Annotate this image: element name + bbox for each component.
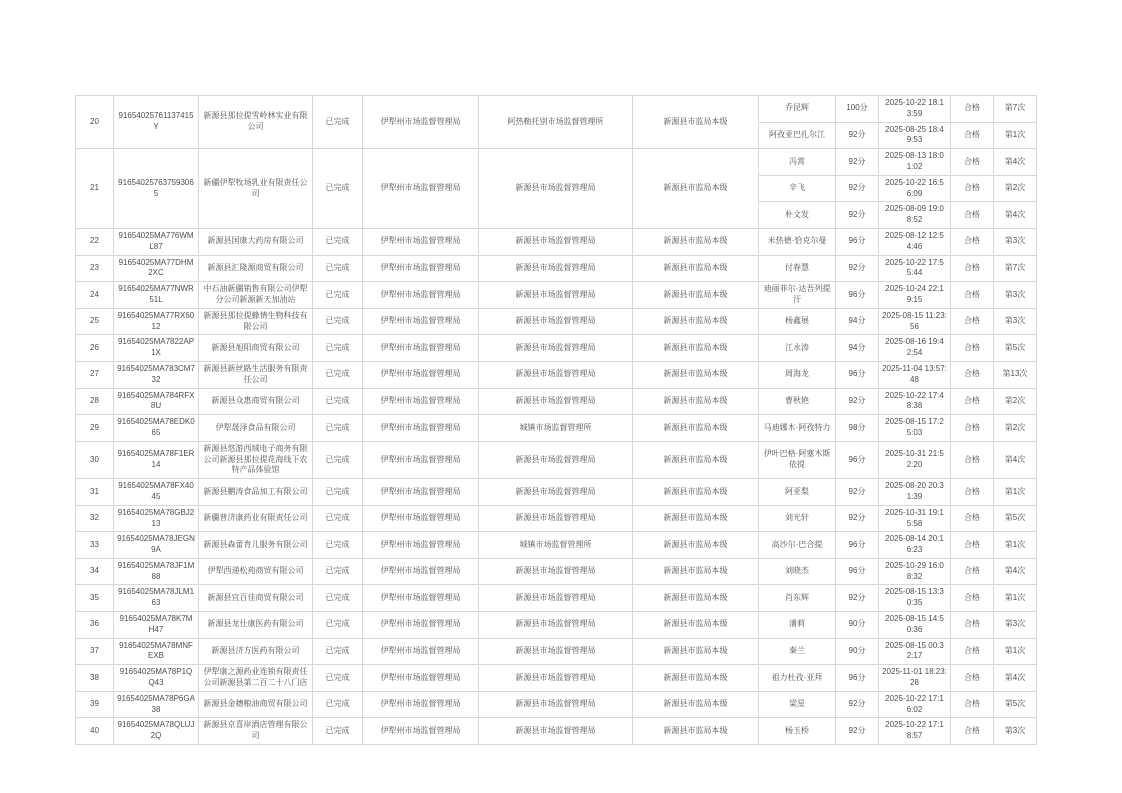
datetime-cell: 2025-11-01 18:23:28 <box>879 665 951 692</box>
status-cell: 已完成 <box>313 255 363 282</box>
datetime-cell: 2025-11-04 13:57:48 <box>879 361 951 388</box>
count-cell: 第4次 <box>994 149 1037 176</box>
score-cell: 92分 <box>836 691 879 718</box>
table-row <box>76 558 1037 585</box>
result-cell: 合格 <box>951 585 994 612</box>
level-cell: 新源县市监局本级 <box>633 558 759 585</box>
city-bureau-cell: 伊犁州市场监督管理局 <box>363 282 479 309</box>
count-cell: 第1次 <box>994 122 1037 149</box>
level-cell: 新源县市监局本级 <box>633 96 759 149</box>
result-cell: 合格 <box>951 228 994 255</box>
table-row <box>76 691 1037 718</box>
datetime-cell: 2025-08-25 18:49:53 <box>879 122 951 149</box>
credit-code-cell: 91654025MA78P1QQ43 <box>114 665 199 692</box>
table-row <box>76 612 1037 639</box>
score-cell: 96分 <box>836 282 879 309</box>
result-cell: 合格 <box>951 505 994 532</box>
row-number-cell: 40 <box>76 718 114 745</box>
company-cell: 伊犁晟泽食品有限公司 <box>199 415 313 442</box>
status-cell: 已完成 <box>313 585 363 612</box>
city-bureau-cell: 伊犁州市场监督管理局 <box>363 441 479 478</box>
result-cell: 合格 <box>951 255 994 282</box>
status-cell: 已完成 <box>313 638 363 665</box>
sub-bureau-cell: 新源县市场监督管理局 <box>479 505 633 532</box>
row-number-cell: 32 <box>76 505 114 532</box>
row-number-cell: 30 <box>76 441 114 478</box>
status-cell: 已完成 <box>313 479 363 506</box>
datetime-cell: 2025-10-22 16:56:09 <box>879 175 951 202</box>
row-number-cell: 24 <box>76 282 114 309</box>
credit-code-cell: 91654025MA7822AP1X <box>114 335 199 362</box>
sub-bureau-cell: 新源县市场监督管理局 <box>479 388 633 415</box>
inspector-name-cell: 迪丽菲尔·达吾列提汗 <box>759 282 836 309</box>
result-cell: 合格 <box>951 612 994 639</box>
company-cell: 新源县旭阳商贸有限公司 <box>199 335 313 362</box>
sub-bureau-cell: 新源县市场监督管理局 <box>479 585 633 612</box>
score-cell: 96分 <box>836 665 879 692</box>
status-cell: 已完成 <box>313 228 363 255</box>
company-cell: 伊犁康之源药业连锁有限责任公司新源县第二百二十八门店 <box>199 665 313 692</box>
score-cell: 94分 <box>836 335 879 362</box>
sub-bureau-cell: 城镇市场监督管理所 <box>479 532 633 559</box>
credit-code-cell: 91654025MA78K7MH47 <box>114 612 199 639</box>
score-cell: 96分 <box>836 361 879 388</box>
inspector-name-cell: 刘光轩 <box>759 505 836 532</box>
city-bureau-cell: 伊犁州市场监督管理局 <box>363 308 479 335</box>
inspector-name-cell: 阿亚梨 <box>759 479 836 506</box>
sub-bureau-cell: 新源县市场监督管理局 <box>479 361 633 388</box>
status-cell: 已完成 <box>313 691 363 718</box>
row-number-cell: 33 <box>76 532 114 559</box>
city-bureau-cell: 伊犁州市场监督管理局 <box>363 558 479 585</box>
credit-code-cell: 91654025MA78JF1M88 <box>114 558 199 585</box>
score-cell: 92分 <box>836 718 879 745</box>
table-row <box>76 585 1037 612</box>
sub-bureau-cell: 新源县市场监督管理局 <box>479 665 633 692</box>
datetime-cell: 2025-10-24 22:19:15 <box>879 282 951 309</box>
table-row <box>76 505 1037 532</box>
credit-code-cell: 91654025MA78F1ER14 <box>114 441 199 478</box>
company-cell: 伊犁西递松苑商贸有限公司 <box>199 558 313 585</box>
score-cell: 92分 <box>836 255 879 282</box>
inspector-name-cell: 乔昆辉 <box>759 96 836 123</box>
count-cell: 第3次 <box>994 612 1037 639</box>
inspector-name-cell: 杨玉桥 <box>759 718 836 745</box>
count-cell: 第2次 <box>994 388 1037 415</box>
inspector-name-cell: 刘晓杰 <box>759 558 836 585</box>
count-cell: 第1次 <box>994 638 1037 665</box>
company-cell: 新源县济方医药有限公司 <box>199 638 313 665</box>
level-cell: 新源县市监局本级 <box>633 388 759 415</box>
credit-code-cell: 91654025MA78FX4045 <box>114 479 199 506</box>
table-row <box>76 388 1037 415</box>
row-number-cell: 38 <box>76 665 114 692</box>
inspector-name-cell: 秦兰 <box>759 638 836 665</box>
row-number-cell: 35 <box>76 585 114 612</box>
status-cell: 已完成 <box>313 335 363 362</box>
level-cell: 新源县市监局本级 <box>633 665 759 692</box>
sub-bureau-cell: 新源县市场监督管理局 <box>479 479 633 506</box>
result-cell: 合格 <box>951 282 994 309</box>
city-bureau-cell: 伊犁州市场监督管理局 <box>363 415 479 442</box>
credit-code-cell: 91654025MA77DHM2XC <box>114 255 199 282</box>
sub-bureau-cell: 新源县市场监督管理局 <box>479 228 633 255</box>
city-bureau-cell: 伊犁州市场监督管理局 <box>363 255 479 282</box>
result-cell: 合格 <box>951 149 994 176</box>
inspector-name-cell: 梁星 <box>759 691 836 718</box>
status-cell: 已完成 <box>313 415 363 442</box>
result-cell: 合格 <box>951 175 994 202</box>
city-bureau-cell: 伊犁州市场监督管理局 <box>363 612 479 639</box>
table-row <box>76 665 1037 692</box>
result-cell: 合格 <box>951 335 994 362</box>
status-cell: 已完成 <box>313 388 363 415</box>
count-cell: 第4次 <box>994 441 1037 478</box>
result-cell: 合格 <box>951 532 994 559</box>
sub-bureau-cell: 新源县市场监督管理局 <box>479 441 633 478</box>
inspector-name-cell: 米热德·恰克尔曼 <box>759 228 836 255</box>
score-cell: 96分 <box>836 228 879 255</box>
score-cell: 92分 <box>836 122 879 149</box>
inspector-name-cell: 辛飞 <box>759 175 836 202</box>
credit-code-cell: 91654025761137415Y <box>114 96 199 149</box>
inspector-name-cell: 冯霄 <box>759 149 836 176</box>
level-cell: 新源县市监局本级 <box>633 335 759 362</box>
status-cell: 已完成 <box>313 441 363 478</box>
row-number-cell: 27 <box>76 361 114 388</box>
table-row <box>76 441 1037 478</box>
row-number-cell: 20 <box>76 96 114 149</box>
credit-code-cell: 91654025MA77NWR51L <box>114 282 199 309</box>
company-cell: 新源县国康大药房有限公司 <box>199 228 313 255</box>
count-cell: 第5次 <box>994 335 1037 362</box>
status-cell: 已完成 <box>313 505 363 532</box>
count-cell: 第2次 <box>994 175 1037 202</box>
datetime-cell: 2025-08-13 18:01:02 <box>879 149 951 176</box>
company-cell: 新疆伊犁牧场乳业有限责任公司 <box>199 149 313 229</box>
result-cell: 合格 <box>951 361 994 388</box>
city-bureau-cell: 伊犁州市场监督管理局 <box>363 479 479 506</box>
company-cell: 新源县那拉提蜂情生物科技有限公司 <box>199 308 313 335</box>
status-cell: 已完成 <box>313 558 363 585</box>
level-cell: 新源县市监局本级 <box>633 638 759 665</box>
row-number-cell: 25 <box>76 308 114 335</box>
level-cell: 新源县市监局本级 <box>633 718 759 745</box>
score-cell: 92分 <box>836 149 879 176</box>
table-row <box>76 228 1037 255</box>
level-cell: 新源县市监局本级 <box>633 441 759 478</box>
score-cell: 90分 <box>836 612 879 639</box>
datetime-cell: 2025-08-20 20:31:39 <box>879 479 951 506</box>
datetime-cell: 2025-08-15 11:23:56 <box>879 308 951 335</box>
datetime-cell: 2025-08-12 12:54:46 <box>879 228 951 255</box>
level-cell: 新源县市监局本级 <box>633 149 759 229</box>
row-number-cell: 36 <box>76 612 114 639</box>
level-cell: 新源县市监局本级 <box>633 282 759 309</box>
city-bureau-cell: 伊犁州市场监督管理局 <box>363 638 479 665</box>
result-cell: 合格 <box>951 96 994 123</box>
sub-bureau-cell: 新源县市场监督管理局 <box>479 149 633 229</box>
result-cell: 合格 <box>951 558 994 585</box>
row-number-cell: 39 <box>76 691 114 718</box>
company-cell: 新源县鹏涛食品加工有限公司 <box>199 479 313 506</box>
inspection-table <box>75 95 1037 745</box>
table-row <box>76 479 1037 506</box>
company-cell: 新源县那拉提雪岭林实业有限公司 <box>199 96 313 149</box>
row-number-cell: 34 <box>76 558 114 585</box>
count-cell: 第2次 <box>994 415 1037 442</box>
score-cell: 96分 <box>836 441 879 478</box>
inspection-table-body <box>76 96 1037 745</box>
score-cell: 98分 <box>836 415 879 442</box>
company-cell: 新源县宜百佳商贸有限公司 <box>199 585 313 612</box>
result-cell: 合格 <box>951 638 994 665</box>
level-cell: 新源县市监局本级 <box>633 585 759 612</box>
row-number-cell: 29 <box>76 415 114 442</box>
datetime-cell: 2025-10-22 17:55:44 <box>879 255 951 282</box>
credit-code-cell: 91654025MA783CM732 <box>114 361 199 388</box>
company-cell: 新疆普济康药业有限责任公司 <box>199 505 313 532</box>
level-cell: 新源县市监局本级 <box>633 415 759 442</box>
company-cell: 新源县森蕾育儿服务有限公司 <box>199 532 313 559</box>
city-bureau-cell: 伊犁州市场监督管理局 <box>363 361 479 388</box>
table-row <box>76 361 1037 388</box>
sub-bureau-cell: 新源县市场监督管理局 <box>479 691 633 718</box>
table-row <box>76 96 1037 123</box>
status-cell: 已完成 <box>313 361 363 388</box>
result-cell: 合格 <box>951 441 994 478</box>
score-cell: 92分 <box>836 388 879 415</box>
row-number-cell: 37 <box>76 638 114 665</box>
score-cell: 94分 <box>836 308 879 335</box>
city-bureau-cell: 伊犁州市场监督管理局 <box>363 149 479 229</box>
inspector-name-cell: 朴文发 <box>759 202 836 229</box>
sub-bureau-cell: 新源县市场监督管理局 <box>479 255 633 282</box>
status-cell: 已完成 <box>313 149 363 229</box>
datetime-cell: 2025-10-22 17:16:02 <box>879 691 951 718</box>
count-cell: 第3次 <box>994 228 1037 255</box>
score-cell: 96分 <box>836 532 879 559</box>
count-cell: 第7次 <box>994 96 1037 123</box>
count-cell: 第4次 <box>994 202 1037 229</box>
level-cell: 新源县市监局本级 <box>633 479 759 506</box>
count-cell: 第5次 <box>994 505 1037 532</box>
credit-code-cell: 91654025MA776WML87 <box>114 228 199 255</box>
credit-code-cell: 916540257637593065 <box>114 149 199 229</box>
result-cell: 合格 <box>951 665 994 692</box>
result-cell: 合格 <box>951 122 994 149</box>
credit-code-cell: 91654025MA78QLUJ2Q <box>114 718 199 745</box>
datetime-cell: 2025-10-22 17:18:57 <box>879 718 951 745</box>
result-cell: 合格 <box>951 718 994 745</box>
credit-code-cell: 91654025MA78EDK065 <box>114 415 199 442</box>
inspector-name-cell: 曹秋艳 <box>759 388 836 415</box>
count-cell: 第3次 <box>994 282 1037 309</box>
result-cell: 合格 <box>951 415 994 442</box>
company-cell: 新源县众惠商贸有限公司 <box>199 388 313 415</box>
score-cell: 90分 <box>836 638 879 665</box>
level-cell: 新源县市监局本级 <box>633 361 759 388</box>
sub-bureau-cell: 新源县市场监督管理局 <box>479 335 633 362</box>
datetime-cell: 2025-08-15 14:50:36 <box>879 612 951 639</box>
count-cell: 第3次 <box>994 308 1037 335</box>
sub-bureau-cell: 新源县市场监督管理局 <box>479 718 633 745</box>
level-cell: 新源县市监局本级 <box>633 308 759 335</box>
level-cell: 新源县市监局本级 <box>633 228 759 255</box>
count-cell: 第1次 <box>994 479 1037 506</box>
result-cell: 合格 <box>951 691 994 718</box>
credit-code-cell: 91654025MA78JLM163 <box>114 585 199 612</box>
table-row <box>76 149 1037 176</box>
city-bureau-cell: 伊犁州市场监督管理局 <box>363 691 479 718</box>
datetime-cell: 2025-08-09 19:08:52 <box>879 202 951 229</box>
result-cell: 合格 <box>951 202 994 229</box>
sub-bureau-cell: 新源县市场监督管理局 <box>479 282 633 309</box>
inspector-name-cell: 江永涛 <box>759 335 836 362</box>
inspector-name-cell: 高沙尔·巴合提 <box>759 532 836 559</box>
datetime-cell: 2025-08-15 17:25:03 <box>879 415 951 442</box>
sub-bureau-cell: 新源县市场监督管理局 <box>479 308 633 335</box>
row-number-cell: 31 <box>76 479 114 506</box>
credit-code-cell: 91654025MA784RFX8U <box>114 388 199 415</box>
status-cell: 已完成 <box>313 96 363 149</box>
city-bureau-cell: 伊犁州市场监督管理局 <box>363 335 479 362</box>
inspector-name-cell: 潘莉 <box>759 612 836 639</box>
status-cell: 已完成 <box>313 718 363 745</box>
sub-bureau-cell: 新源县市场监督管理局 <box>479 558 633 585</box>
sub-bureau-cell: 新源县市场监督管理局 <box>479 612 633 639</box>
row-number-cell: 26 <box>76 335 114 362</box>
count-cell: 第1次 <box>994 532 1037 559</box>
level-cell: 新源县市监局本级 <box>633 255 759 282</box>
inspector-name-cell: 肖东辉 <box>759 585 836 612</box>
credit-code-cell: 91654025MA78MNFEXB <box>114 638 199 665</box>
result-cell: 合格 <box>951 388 994 415</box>
result-cell: 合格 <box>951 479 994 506</box>
score-cell: 96分 <box>836 558 879 585</box>
table-row <box>76 335 1037 362</box>
sub-bureau-cell: 城镇市场监督管理所 <box>479 415 633 442</box>
datetime-cell: 2025-10-31 19:15:58 <box>879 505 951 532</box>
city-bureau-cell: 伊犁州市场监督管理局 <box>363 585 479 612</box>
level-cell: 新源县市监局本级 <box>633 691 759 718</box>
score-cell: 92分 <box>836 479 879 506</box>
company-cell: 新源县汇隆源商贸有限公司 <box>199 255 313 282</box>
status-cell: 已完成 <box>313 665 363 692</box>
level-cell: 新源县市监局本级 <box>633 505 759 532</box>
row-number-cell: 21 <box>76 149 114 229</box>
credit-code-cell: 91654025MA78GBJ213 <box>114 505 199 532</box>
result-cell: 合格 <box>951 308 994 335</box>
datetime-cell: 2025-10-22 18:13:59 <box>879 96 951 123</box>
count-cell: 第4次 <box>994 558 1037 585</box>
company-cell: 新源县新丝路生活服务有限责任公司 <box>199 361 313 388</box>
city-bureau-cell: 伊犁州市场监督管理局 <box>363 96 479 149</box>
company-cell: 新源县金穗粮油商贸有限公司 <box>199 691 313 718</box>
count-cell: 第5次 <box>994 691 1037 718</box>
score-cell: 100分 <box>836 96 879 123</box>
city-bureau-cell: 伊犁州市场监督管理局 <box>363 718 479 745</box>
status-cell: 已完成 <box>313 532 363 559</box>
inspector-name-cell: 周海龙 <box>759 361 836 388</box>
level-cell: 新源县市监局本级 <box>633 532 759 559</box>
credit-code-cell: 91654025MA78P6GA38 <box>114 691 199 718</box>
company-cell: 新源县龙仕康医药有限公司 <box>199 612 313 639</box>
row-number-cell: 23 <box>76 255 114 282</box>
count-cell: 第4次 <box>994 665 1037 692</box>
city-bureau-cell: 伊犁州市场监督管理局 <box>363 228 479 255</box>
score-cell: 92分 <box>836 585 879 612</box>
datetime-cell: 2025-08-16 19:42:54 <box>879 335 951 362</box>
row-number-cell: 28 <box>76 388 114 415</box>
table-row <box>76 255 1037 282</box>
table-row <box>76 638 1037 665</box>
datetime-cell: 2025-10-31 21:52:20 <box>879 441 951 478</box>
inspector-name-cell: 付春慧 <box>759 255 836 282</box>
datetime-cell: 2025-08-15 00:32:17 <box>879 638 951 665</box>
table-row <box>76 415 1037 442</box>
city-bureau-cell: 伊犁州市场监督管理局 <box>363 388 479 415</box>
status-cell: 已完成 <box>313 612 363 639</box>
city-bureau-cell: 伊犁州市场监督管理局 <box>363 505 479 532</box>
company-cell: 新源县京喜岸酒店管理有限公司 <box>199 718 313 745</box>
datetime-cell: 2025-08-15 13:30:35 <box>879 585 951 612</box>
count-cell: 第1次 <box>994 585 1037 612</box>
city-bureau-cell: 伊犁州市场监督管理局 <box>363 532 479 559</box>
sub-bureau-cell: 新源县市场监督管理局 <box>479 638 633 665</box>
credit-code-cell: 91654025MA78JEGN9A <box>114 532 199 559</box>
datetime-cell: 2025-08-14 20:16:23 <box>879 532 951 559</box>
table-row <box>76 282 1037 309</box>
credit-code-cell: 91654025MA77RX6012 <box>114 308 199 335</box>
count-cell: 第13次 <box>994 361 1037 388</box>
sub-bureau-cell: 阿热勒托别市场监督管理所 <box>479 96 633 149</box>
inspector-name-cell: 杨鑫展 <box>759 308 836 335</box>
company-cell: 新源县悠游西域电子商务有限公司新源县那拉提花海线下农特产品体验馆 <box>199 441 313 478</box>
table-row <box>76 718 1037 745</box>
table-row <box>76 532 1037 559</box>
status-cell: 已完成 <box>313 308 363 335</box>
count-cell: 第7次 <box>994 255 1037 282</box>
inspector-name-cell: 祖力杜孜·亚拜 <box>759 665 836 692</box>
table-row <box>76 308 1037 335</box>
score-cell: 92分 <box>836 505 879 532</box>
city-bureau-cell: 伊犁州市场监督管理局 <box>363 665 479 692</box>
company-cell: 中石油新疆销售有限公司伊犁分公司新源新天加油站 <box>199 282 313 309</box>
status-cell: 已完成 <box>313 282 363 309</box>
level-cell: 新源县市监局本级 <box>633 612 759 639</box>
score-cell: 92分 <box>836 202 879 229</box>
score-cell: 92分 <box>836 175 879 202</box>
datetime-cell: 2025-10-22 17:48:38 <box>879 388 951 415</box>
inspector-name-cell: 阿孜亚巴扎尔江 <box>759 122 836 149</box>
datetime-cell: 2025-10-29 16:08:32 <box>879 558 951 585</box>
inspector-name-cell: 伊叶巴格·阿塞木斯依提 <box>759 441 836 478</box>
row-number-cell: 22 <box>76 228 114 255</box>
count-cell: 第3次 <box>994 718 1037 745</box>
inspector-name-cell: 马迪娜木·阿孜特力 <box>759 415 836 442</box>
